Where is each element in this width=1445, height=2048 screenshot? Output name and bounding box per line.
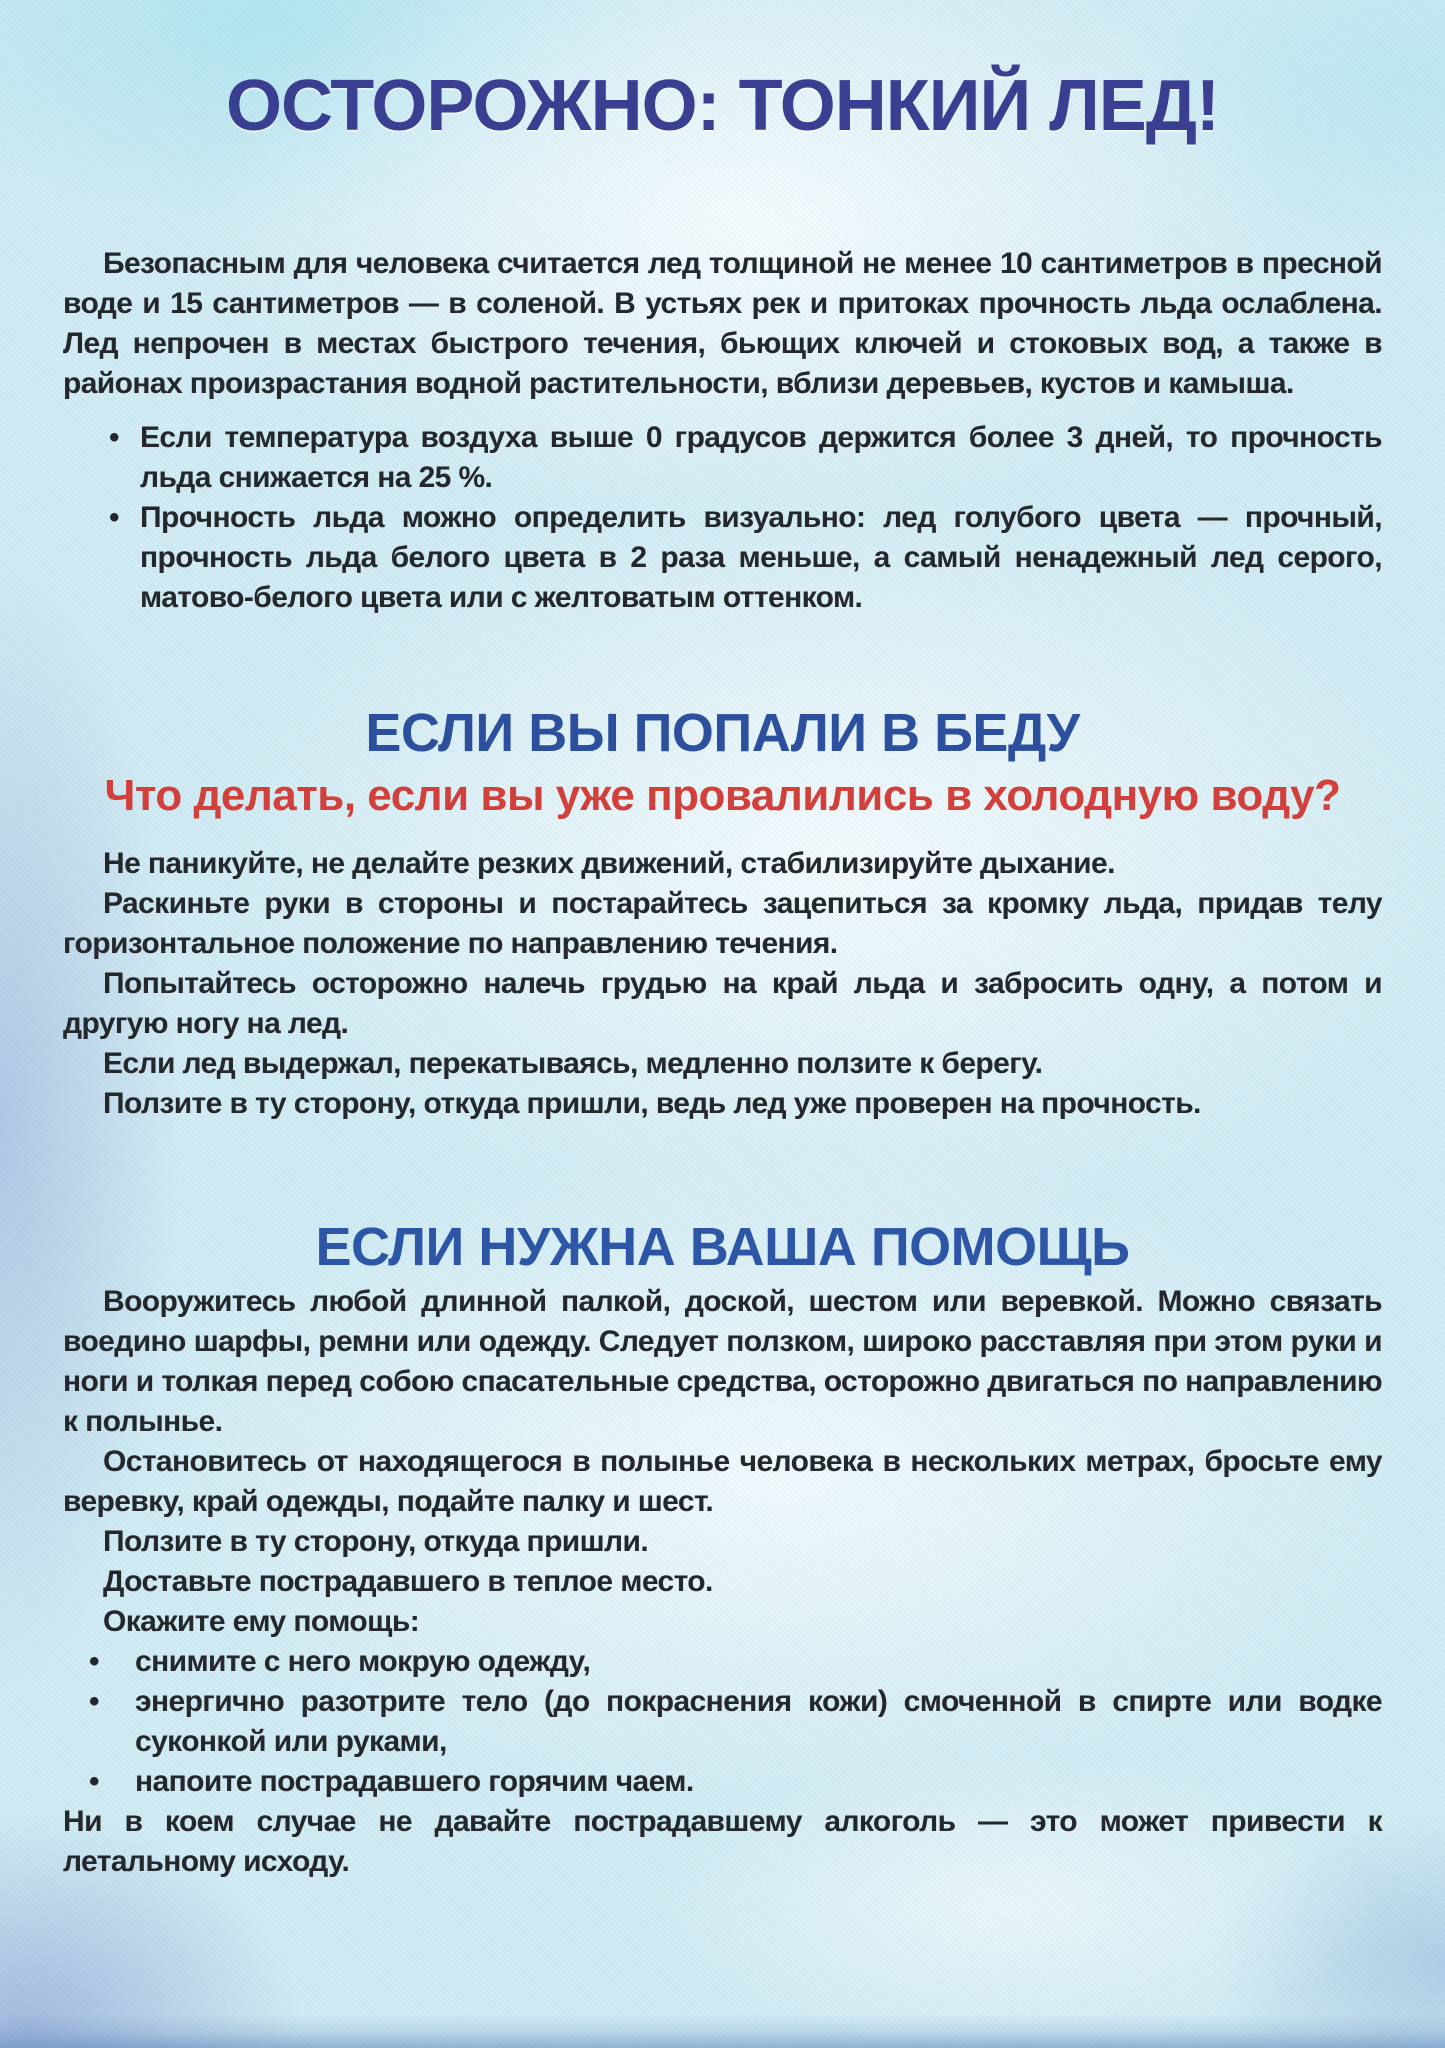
help-bullet-item: • напоите пострадавшего горячим чаем. xyxy=(63,1762,1382,1802)
alcohol-warning: Ни в коем случае не давайте пострадавшему алкоголь — это может привести к летальному исходу. xyxy=(63,1805,1382,1878)
section-help-body xyxy=(63,1282,1382,1882)
trouble-paragraph: Попытайтесь осторожно налечь грудью на край льда и забросить одну, а потом и другую ногу на лед. xyxy=(63,967,1382,1040)
trouble-paragraph: Не паникуйте, не делайте резких движений, стабилизируйте дыхание. xyxy=(103,847,1115,880)
help-bullet-item: • энергично разотрите тело (до покраснения кожи) смоченной в спирте или водке суконкой или руками, xyxy=(63,1682,1382,1762)
section-trouble-subheader: Что делать, если вы уже провалились в холодную воду? xyxy=(104,771,1341,820)
help-paragraph: Ползите в ту сторону, откуда пришли. xyxy=(103,1525,649,1558)
help-bullet-item: • снимите с него мокрую одежду, xyxy=(63,1642,1382,1682)
help-paragraph: Остановитесь от находящегося в полынье человека в нескольких метрах, бросьте ему веревку, край одежды, подайте палку и шест. xyxy=(63,1445,1382,1518)
help-bullet-list xyxy=(63,1642,1382,1802)
help-paragraph: Окажите ему помощь: xyxy=(103,1605,420,1638)
intro-paragraph: Безопасным для человека считается лед толщиной не менее 10 сантиметров в пресной воде и 15 сантиметров — в соленой. В устьях рек и притоках прочность льда ослаблена. Лед непрочен в местах быстрого течения, бьющих ключей и стоковых вод, а также в районах произрастания водной растительности, вблизи деревьев, кустов и камыша. xyxy=(63,247,1382,400)
intro-bullet-item: • Если температура воздуха выше 0 градусов держится более 3 дней, то прочность льда снижается на 25 %. xyxy=(63,418,1382,498)
section-trouble-body xyxy=(63,844,1382,1124)
section-trouble-header: ЕСЛИ ВЫ ПОПАЛИ В БЕДУ xyxy=(365,703,1080,763)
section-help-header: ЕСЛИ НУЖНА ВАША ПОМОЩЬ xyxy=(315,1217,1130,1277)
intro-bullet-list xyxy=(63,418,1382,618)
trouble-paragraph: Раскиньте руки в стороны и постарайтесь зацепиться за кромку льда, придав телу горизонтальное положение по направлению течения. xyxy=(63,887,1382,960)
intro-bullet-item: • Прочность льда можно определить визуально: лед голубого цвета — прочный, прочность льда белого цвета в 2 раза меньше, а самый ненадежный лед серого, матово-белого цвета или с желтоватым оттенком. xyxy=(63,498,1382,618)
help-paragraph: Вооружитесь любой длинной палкой, доской, шестом или веревкой. Можно связать воедино шарфы, ремни или одежду. Следует ползком, широко расставляя при этом руки и ноги и толкая перед собою спасательные средства, осторожно двигаться по направлению к полынье. xyxy=(63,1285,1382,1438)
page-title: ОСТОРОЖНО: ТОНКИЙ ЛЕД! xyxy=(225,66,1220,146)
trouble-paragraph: Ползите в ту сторону, откуда пришли, ведь лед уже проверен на прочность. xyxy=(103,1087,1201,1120)
help-paragraph: Доставьте пострадавшего в теплое место. xyxy=(103,1565,713,1598)
trouble-paragraph: Если лед выдержал, перекатываясь, медленно ползите к берегу. xyxy=(103,1047,1043,1080)
